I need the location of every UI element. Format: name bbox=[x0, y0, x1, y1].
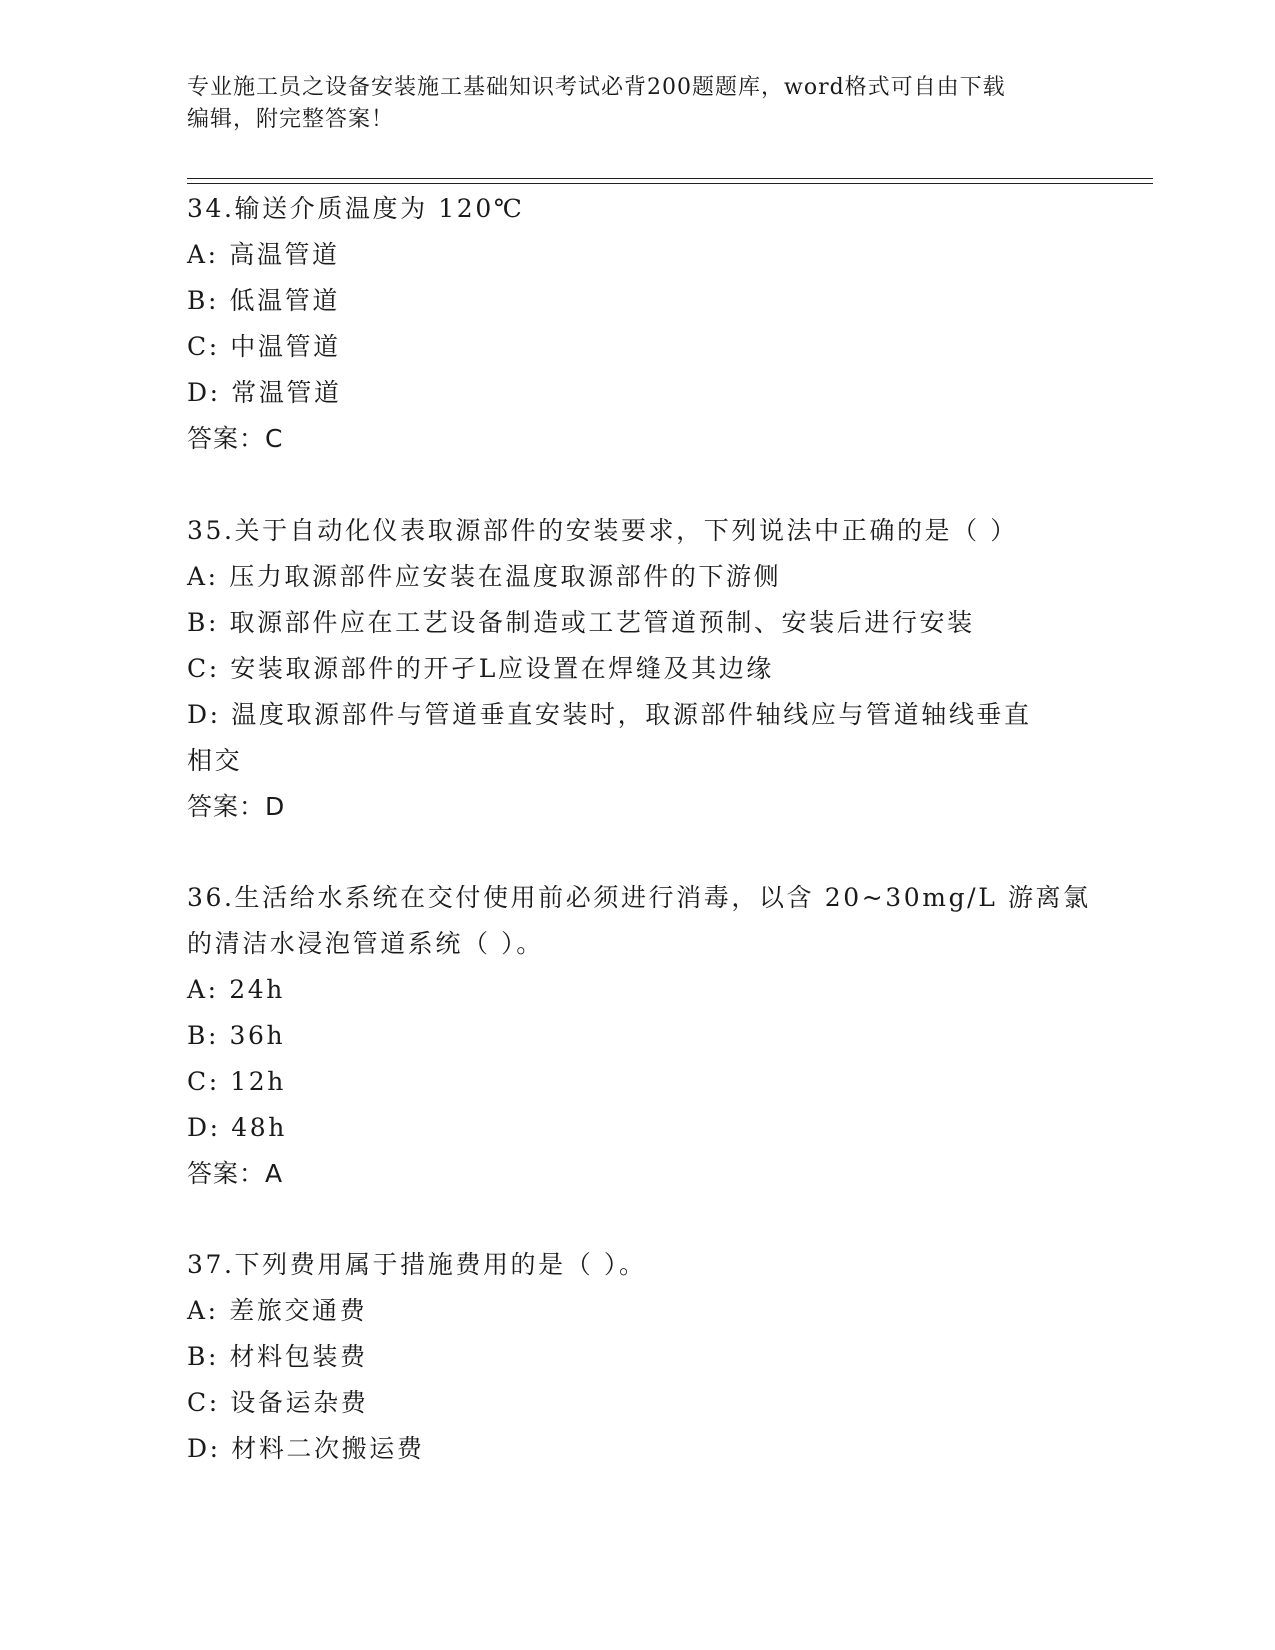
option-a: A: 高温管道 bbox=[187, 240, 340, 269]
question-36 bbox=[187, 875, 1091, 1197]
answer: 答案：A bbox=[187, 1159, 284, 1188]
question-34 bbox=[187, 186, 1087, 462]
header-line-1: 专业施工员之设备安装施工基础知识考试必背200题题库，word格式可自由下载 bbox=[187, 75, 1006, 100]
question-35 bbox=[187, 508, 1087, 830]
question-stem: 36.生活给水系统在交付使用前必须进行消毒，以含 20~30mg/L 游离氯 bbox=[187, 883, 1091, 912]
option-c: C: 中温管道 bbox=[187, 332, 341, 361]
header-divider-second bbox=[187, 183, 1153, 184]
question-stem-continued: 的清洁水浸泡管道系统（ ）。 bbox=[187, 929, 544, 958]
option-c: C: 设备运杂费 bbox=[187, 1388, 369, 1417]
option-d: D: 常温管道 bbox=[187, 378, 342, 407]
answer: 答案：C bbox=[187, 424, 284, 453]
option-b: B: 低温管道 bbox=[187, 286, 340, 315]
question-stem: 34.输送介质温度为 120℃ bbox=[187, 194, 525, 223]
option-d: D: 48h bbox=[187, 1113, 287, 1142]
header-divider bbox=[187, 178, 1153, 179]
header-line-2: 编辑，附完整答案！ bbox=[187, 107, 395, 132]
option-c: C: 12h bbox=[187, 1067, 287, 1096]
question-stem: 37.下列费用属于措施费用的是（ ）。 bbox=[187, 1250, 647, 1279]
option-d-continued: 相交 bbox=[187, 746, 243, 775]
answer: 答案：D bbox=[187, 792, 286, 821]
option-d: D: 温度取源部件与管道垂直安装时，取源部件轴线应与管道轴线垂直 bbox=[187, 700, 1032, 729]
option-a: A: 差旅交通费 bbox=[187, 1296, 368, 1325]
option-b: B: 取源部件应在工艺设备制造或工艺管道预制、安装后进行安装 bbox=[187, 608, 975, 637]
question-37 bbox=[187, 1242, 1087, 1472]
option-a: A: 压力取源部件应安装在温度取源部件的下游侧 bbox=[187, 562, 782, 591]
question-stem: 35.关于自动化仪表取源部件的安装要求，下列说法中正确的是（ ） bbox=[187, 516, 1018, 545]
option-c: C: 安装取源部件的开孑L应设置在焊缝及其边缘 bbox=[187, 654, 774, 683]
document-header bbox=[187, 72, 1067, 136]
option-d: D: 材料二次搬运费 bbox=[187, 1434, 425, 1463]
option-a: A: 24h bbox=[187, 975, 285, 1004]
option-b: B: 材料包装费 bbox=[187, 1342, 368, 1371]
option-b: B: 36h bbox=[187, 1021, 286, 1050]
